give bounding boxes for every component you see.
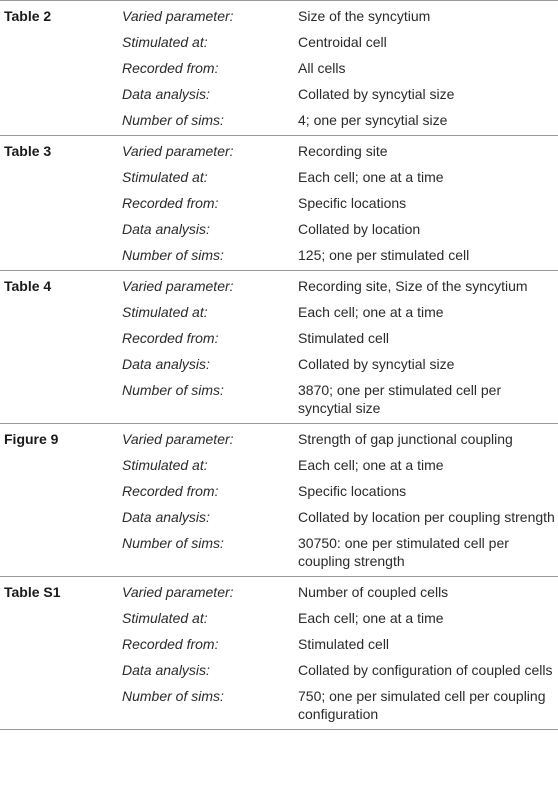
- table-row: [0, 452, 558, 478]
- row-label: Number of sims:: [122, 535, 224, 551]
- row-label: Varied parameter:: [122, 143, 234, 159]
- table-row: [0, 351, 558, 377]
- group-figure-9: [0, 424, 558, 577]
- table-row: [0, 1, 558, 30]
- row-value: Each cell; one at a time: [298, 457, 444, 473]
- row-value: Recording site, Size of the syncytium: [298, 278, 528, 294]
- group-header: Figure 9: [4, 431, 59, 447]
- row-label: Data analysis:: [122, 509, 210, 525]
- row-value: Stimulated cell: [298, 636, 390, 652]
- row-label: Recorded from:: [122, 60, 219, 76]
- row-label: Varied parameter:: [122, 278, 234, 294]
- row-label: Stimulated at:: [122, 34, 208, 50]
- table-row: [0, 164, 558, 190]
- row-label: Number of sims:: [122, 247, 224, 263]
- row-value: Collated by syncytial size: [298, 86, 455, 102]
- row-value: 750; one per simulated cell per coupling configuration: [298, 688, 546, 722]
- row-value: 3870; one per stimulated cell per syncytial size: [298, 382, 502, 416]
- row-label: Data analysis:: [122, 356, 210, 372]
- table-row: [0, 424, 558, 453]
- row-value: All cells: [298, 60, 346, 76]
- row-value: Size of the syncytium: [298, 8, 431, 24]
- table-row: [0, 55, 558, 81]
- row-label: Number of sims:: [122, 688, 224, 704]
- group-table-2: [0, 1, 558, 136]
- row-label: Stimulated at:: [122, 304, 208, 320]
- row-value: Number of coupled cells: [298, 584, 449, 600]
- table-row: [0, 504, 558, 530]
- row-value: Stimulated cell: [298, 330, 390, 346]
- table-row: [0, 683, 558, 730]
- row-label: Recorded from:: [122, 483, 219, 499]
- group-table-s1: [0, 577, 558, 730]
- table-row: [0, 325, 558, 351]
- table-row: [0, 530, 558, 577]
- table-row: [0, 605, 558, 631]
- row-label: Data analysis:: [122, 86, 210, 102]
- row-label: Varied parameter:: [122, 431, 234, 447]
- row-value: Each cell; one at a time: [298, 304, 444, 320]
- row-value: Collated by location: [298, 221, 421, 237]
- row-value: 4; one per syncytial size: [298, 112, 448, 128]
- table-row: [0, 81, 558, 107]
- table-row: [0, 657, 558, 683]
- group-header: Table 3: [4, 143, 52, 159]
- row-label: Varied parameter:: [122, 584, 234, 600]
- row-value: Recording site: [298, 143, 388, 159]
- row-label: Varied parameter:: [122, 8, 234, 24]
- row-value: 125; one per stimulated cell: [298, 247, 470, 263]
- row-label: Number of sims:: [122, 382, 224, 398]
- row-label: Data analysis:: [122, 221, 210, 237]
- row-label: Recorded from:: [122, 195, 219, 211]
- row-value: 30750: one per stimulated cell per coupling strength: [298, 535, 509, 569]
- group-table-4: [0, 271, 558, 424]
- row-label: Recorded from:: [122, 636, 219, 652]
- row-value: Each cell; one at a time: [298, 610, 444, 626]
- group-header: Table S1: [4, 584, 61, 600]
- row-value: Strength of gap junctional coupling: [298, 431, 513, 447]
- row-label: Stimulated at:: [122, 169, 208, 185]
- table-row: [0, 577, 558, 606]
- row-label: Number of sims:: [122, 112, 224, 128]
- row-value: Specific locations: [298, 483, 407, 499]
- row-label: Data analysis:: [122, 662, 210, 678]
- table-row: [0, 136, 558, 165]
- table-row: [0, 216, 558, 242]
- row-value: Each cell; one at a time: [298, 169, 444, 185]
- table-row: [0, 242, 558, 271]
- group-header: Table 4: [4, 278, 52, 294]
- table-row: [0, 107, 558, 136]
- row-label: Stimulated at:: [122, 457, 208, 473]
- row-value: Specific locations: [298, 195, 407, 211]
- table-row: [0, 271, 558, 300]
- table-row: [0, 190, 558, 216]
- group-header: Table 2: [4, 8, 52, 24]
- row-value: Centroidal cell: [298, 34, 387, 50]
- row-label: Recorded from:: [122, 330, 219, 346]
- table-row: [0, 29, 558, 55]
- table-row: [0, 631, 558, 657]
- row-value: Collated by location per coupling strength: [298, 509, 555, 525]
- row-label: Stimulated at:: [122, 610, 208, 626]
- row-value: Collated by configuration of coupled cells: [298, 662, 553, 678]
- table-row: [0, 299, 558, 325]
- table-row: [0, 478, 558, 504]
- group-table-3: [0, 136, 558, 271]
- table-row: [0, 377, 558, 424]
- row-value: Collated by syncytial size: [298, 356, 455, 372]
